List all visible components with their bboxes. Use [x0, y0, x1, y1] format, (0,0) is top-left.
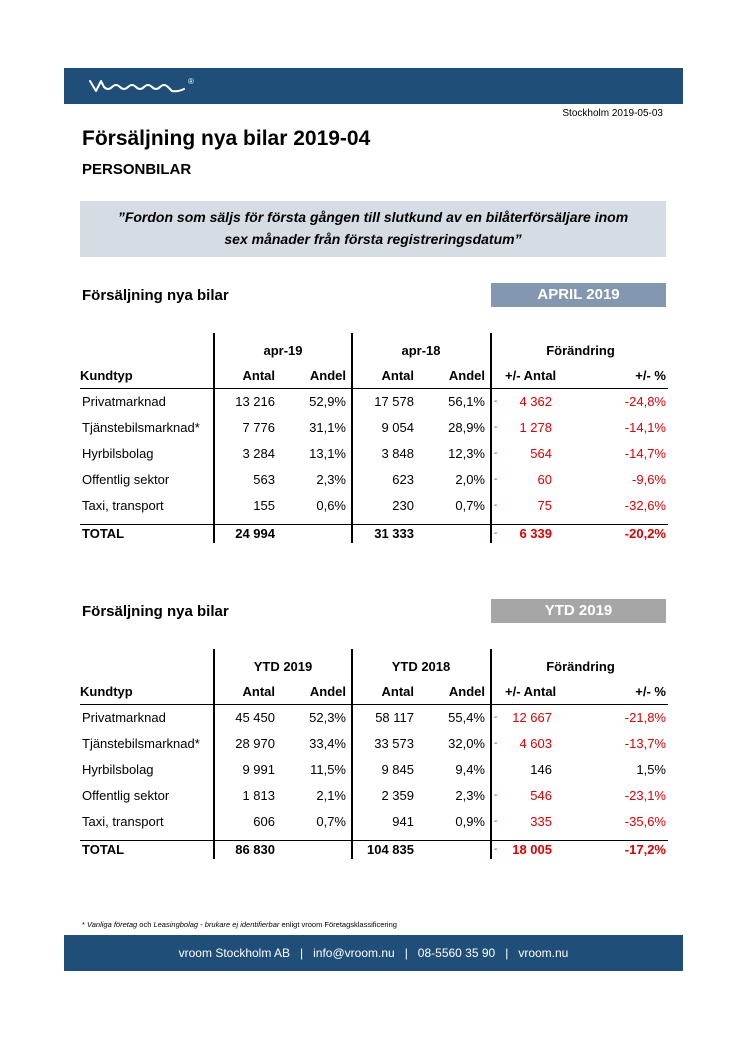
row-andel-previous: 28,9% [448, 420, 485, 435]
row-kundtyp: Hyrbilsbolag [82, 762, 154, 777]
row-diff: 335 [530, 814, 552, 829]
registered-mark: ® [188, 77, 194, 86]
row-antal-previous: 623 [392, 472, 414, 487]
row-diff: 60 [537, 472, 552, 487]
section2-period: YTD 2019 [491, 599, 666, 623]
total-antal-previous: 104 835 [367, 842, 414, 857]
row-kundtyp: Offentlig sektor [82, 788, 170, 803]
row-minus-sign: - [494, 712, 498, 723]
row-andel-previous: 2,3% [455, 788, 485, 803]
row-minus-sign: - [494, 738, 498, 749]
row-antal-current: 1 813 [242, 788, 275, 803]
column-divider [351, 333, 353, 543]
row-andel-current: 52,9% [309, 394, 346, 409]
row-diff: 1 278 [519, 420, 552, 435]
row-diff: 75 [537, 498, 552, 513]
row-kundtyp: Privatmarknad [82, 394, 166, 409]
col-header-antal: Antal [381, 684, 414, 699]
header-bar [64, 68, 683, 104]
row-antal-current: 9 991 [242, 762, 275, 777]
row-andel-current: 33,4% [309, 736, 346, 751]
total-antal-current: 86 830 [235, 842, 275, 857]
group-header-current: YTD 2019 [253, 659, 313, 674]
footnote-italic-1: Vanliga företag [87, 920, 138, 929]
footer-bar [64, 935, 683, 971]
column-divider [213, 649, 215, 859]
page-title: Försäljning nya bilar 2019-04 [82, 127, 371, 150]
row-minus-sign: - [494, 474, 498, 485]
total-diff: 6 339 [519, 526, 552, 541]
col-header-pct: +/- % [635, 368, 666, 383]
row-pct: -21,8% [624, 710, 666, 725]
total-antal-previous: 31 333 [374, 526, 414, 541]
row-andel-current: 52,3% [309, 710, 346, 725]
row-diff: 146 [530, 762, 552, 777]
page-subtitle: PERSONBILAR [82, 161, 192, 178]
row-andel-current: 0,7% [316, 814, 346, 829]
total-pct: -20,2% [624, 526, 666, 541]
row-pct: -23,1% [624, 788, 666, 803]
section1-period: APRIL 2019 [491, 283, 666, 307]
footnote [82, 920, 397, 929]
row-andel-current: 0,6% [316, 498, 346, 513]
row-antal-current: 13 216 [235, 394, 275, 409]
footnote-italic-2: Leasingbolag - brukare ej identifierbar [153, 920, 280, 929]
total-label: TOTAL [82, 842, 125, 857]
row-antal-previous: 2 359 [381, 788, 414, 803]
column-divider [351, 649, 353, 859]
row-antal-previous: 941 [392, 814, 414, 829]
footnote-rest: enligt vroom Företagsklassificering [279, 920, 397, 929]
row-antal-previous: 9 845 [381, 762, 414, 777]
row-pct: -13,7% [624, 736, 666, 751]
row-antal-current: 606 [253, 814, 275, 829]
col-header-diff: +/- Antal [505, 684, 557, 699]
row-andel-current: 2,1% [316, 788, 346, 803]
row-andel-current: 2,3% [316, 472, 346, 487]
row-pct: -32,6% [624, 498, 666, 513]
row-pct: -24,8% [624, 394, 666, 409]
row-antal-previous: 58 117 [375, 710, 414, 725]
group-header-previous: YTD 2018 [391, 659, 451, 674]
row-diff: 12 667 [512, 710, 552, 725]
row-andel-previous: 55,4% [448, 710, 485, 725]
row-pct: -14,7% [624, 446, 666, 461]
row-kundtyp: Tjänstebilsmarknad* [82, 420, 200, 435]
row-antal-current: 45 450 [235, 710, 275, 725]
column-divider [490, 649, 492, 859]
row-kundtyp: Taxi, transport [82, 498, 164, 513]
col-header-andel: Andel [309, 368, 346, 383]
row-kundtyp: Offentlig sektor [82, 472, 170, 487]
row-minus-sign: - [494, 816, 498, 827]
row-minus-sign: - [494, 790, 498, 801]
row-kundtyp: Taxi, transport [82, 814, 164, 829]
row-pct: 1,5% [636, 762, 666, 777]
row-andel-previous: 2,0% [455, 472, 485, 487]
column-divider [213, 333, 215, 543]
report-date: Stockholm 2019-05-03 [562, 108, 663, 119]
col-header-pct: +/- % [635, 684, 666, 699]
section2-table [80, 649, 668, 859]
row-diff: 4 603 [519, 736, 552, 751]
group-header-previous: apr-18 [401, 343, 441, 358]
row-antal-current: 563 [253, 472, 275, 487]
section1-table [80, 333, 668, 543]
total-minus-sign: - [494, 528, 498, 539]
header-rule [80, 704, 668, 705]
vroom-logo [88, 75, 198, 99]
col-header-andel: Andel [448, 368, 485, 383]
definition-quote [80, 201, 666, 257]
col-header-andel: Andel [448, 684, 485, 699]
section2-title: Försäljning nya bilar [82, 603, 229, 620]
group-header-current: apr-19 [263, 343, 303, 358]
col-header-antal: Antal [242, 684, 275, 699]
header-rule [80, 388, 668, 389]
total-diff: 18 005 [512, 842, 552, 857]
footnote-mid: och [137, 920, 154, 929]
row-antal-previous: 33 573 [374, 736, 414, 751]
row-kundtyp: Privatmarknad [82, 710, 166, 725]
row-pct: -14,1% [624, 420, 666, 435]
row-antal-current: 28 970 [235, 736, 275, 751]
row-andel-previous: 0,9% [455, 814, 485, 829]
row-kundtyp: Tjänstebilsmarknad* [82, 736, 200, 751]
row-andel-current: 13,1% [309, 446, 346, 461]
row-minus-sign: - [494, 500, 498, 511]
row-diff: 546 [530, 788, 552, 803]
row-antal-previous: 9 054 [381, 420, 414, 435]
row-minus-sign: - [494, 396, 498, 407]
total-label: TOTAL [82, 526, 125, 541]
group-header-change: Förändring [546, 343, 615, 358]
row-andel-current: 11,5% [310, 762, 346, 777]
row-antal-previous: 230 [392, 498, 414, 513]
row-pct: -9,6% [632, 472, 666, 487]
row-andel-previous: 9,4% [455, 762, 485, 777]
total-minus-sign: - [494, 844, 498, 855]
col-header-antal: Antal [381, 368, 414, 383]
section1-title: Försäljning nya bilar [82, 287, 229, 304]
quote-line-2: sex månader från första registreringsdatum” [224, 231, 522, 247]
row-andel-current: 31,1% [309, 420, 346, 435]
footer-contact: vroom Stockholm AB | info@vroom.nu | 08-5560 35 90 | vroom.nu [178, 946, 569, 960]
row-andel-previous: 0,7% [455, 498, 485, 513]
col-header-kundtyp: Kundtyp [80, 684, 133, 699]
row-diff: 4 362 [519, 394, 552, 409]
group-header-change: Förändring [546, 659, 615, 674]
footnote-star: * [82, 920, 88, 929]
row-andel-previous: 32,0% [448, 736, 485, 751]
col-header-antal: Antal [242, 368, 275, 383]
row-minus-sign: - [494, 422, 498, 433]
row-antal-current: 155 [253, 498, 275, 513]
row-andel-previous: 12,3% [448, 446, 485, 461]
row-antal-previous: 3 848 [381, 446, 414, 461]
col-header-andel: Andel [309, 684, 346, 699]
row-minus-sign: - [494, 448, 498, 459]
row-andel-previous: 56,1% [448, 394, 485, 409]
row-antal-previous: 17 578 [374, 394, 414, 409]
col-header-kundtyp: Kundtyp [80, 368, 133, 383]
row-pct: -35,6% [624, 814, 666, 829]
row-diff: 564 [530, 446, 552, 461]
row-kundtyp: Hyrbilsbolag [82, 446, 154, 461]
col-header-diff: +/- Antal [505, 368, 557, 383]
row-antal-current: 7 776 [242, 420, 275, 435]
column-divider [490, 333, 492, 543]
quote-line-1: ”Fordon som säljs för första gången till slutkund av en bilåterförsäljare inom [117, 209, 629, 225]
total-antal-current: 24 994 [235, 526, 275, 541]
row-antal-current: 3 284 [242, 446, 275, 461]
total-pct: -17,2% [624, 842, 666, 857]
